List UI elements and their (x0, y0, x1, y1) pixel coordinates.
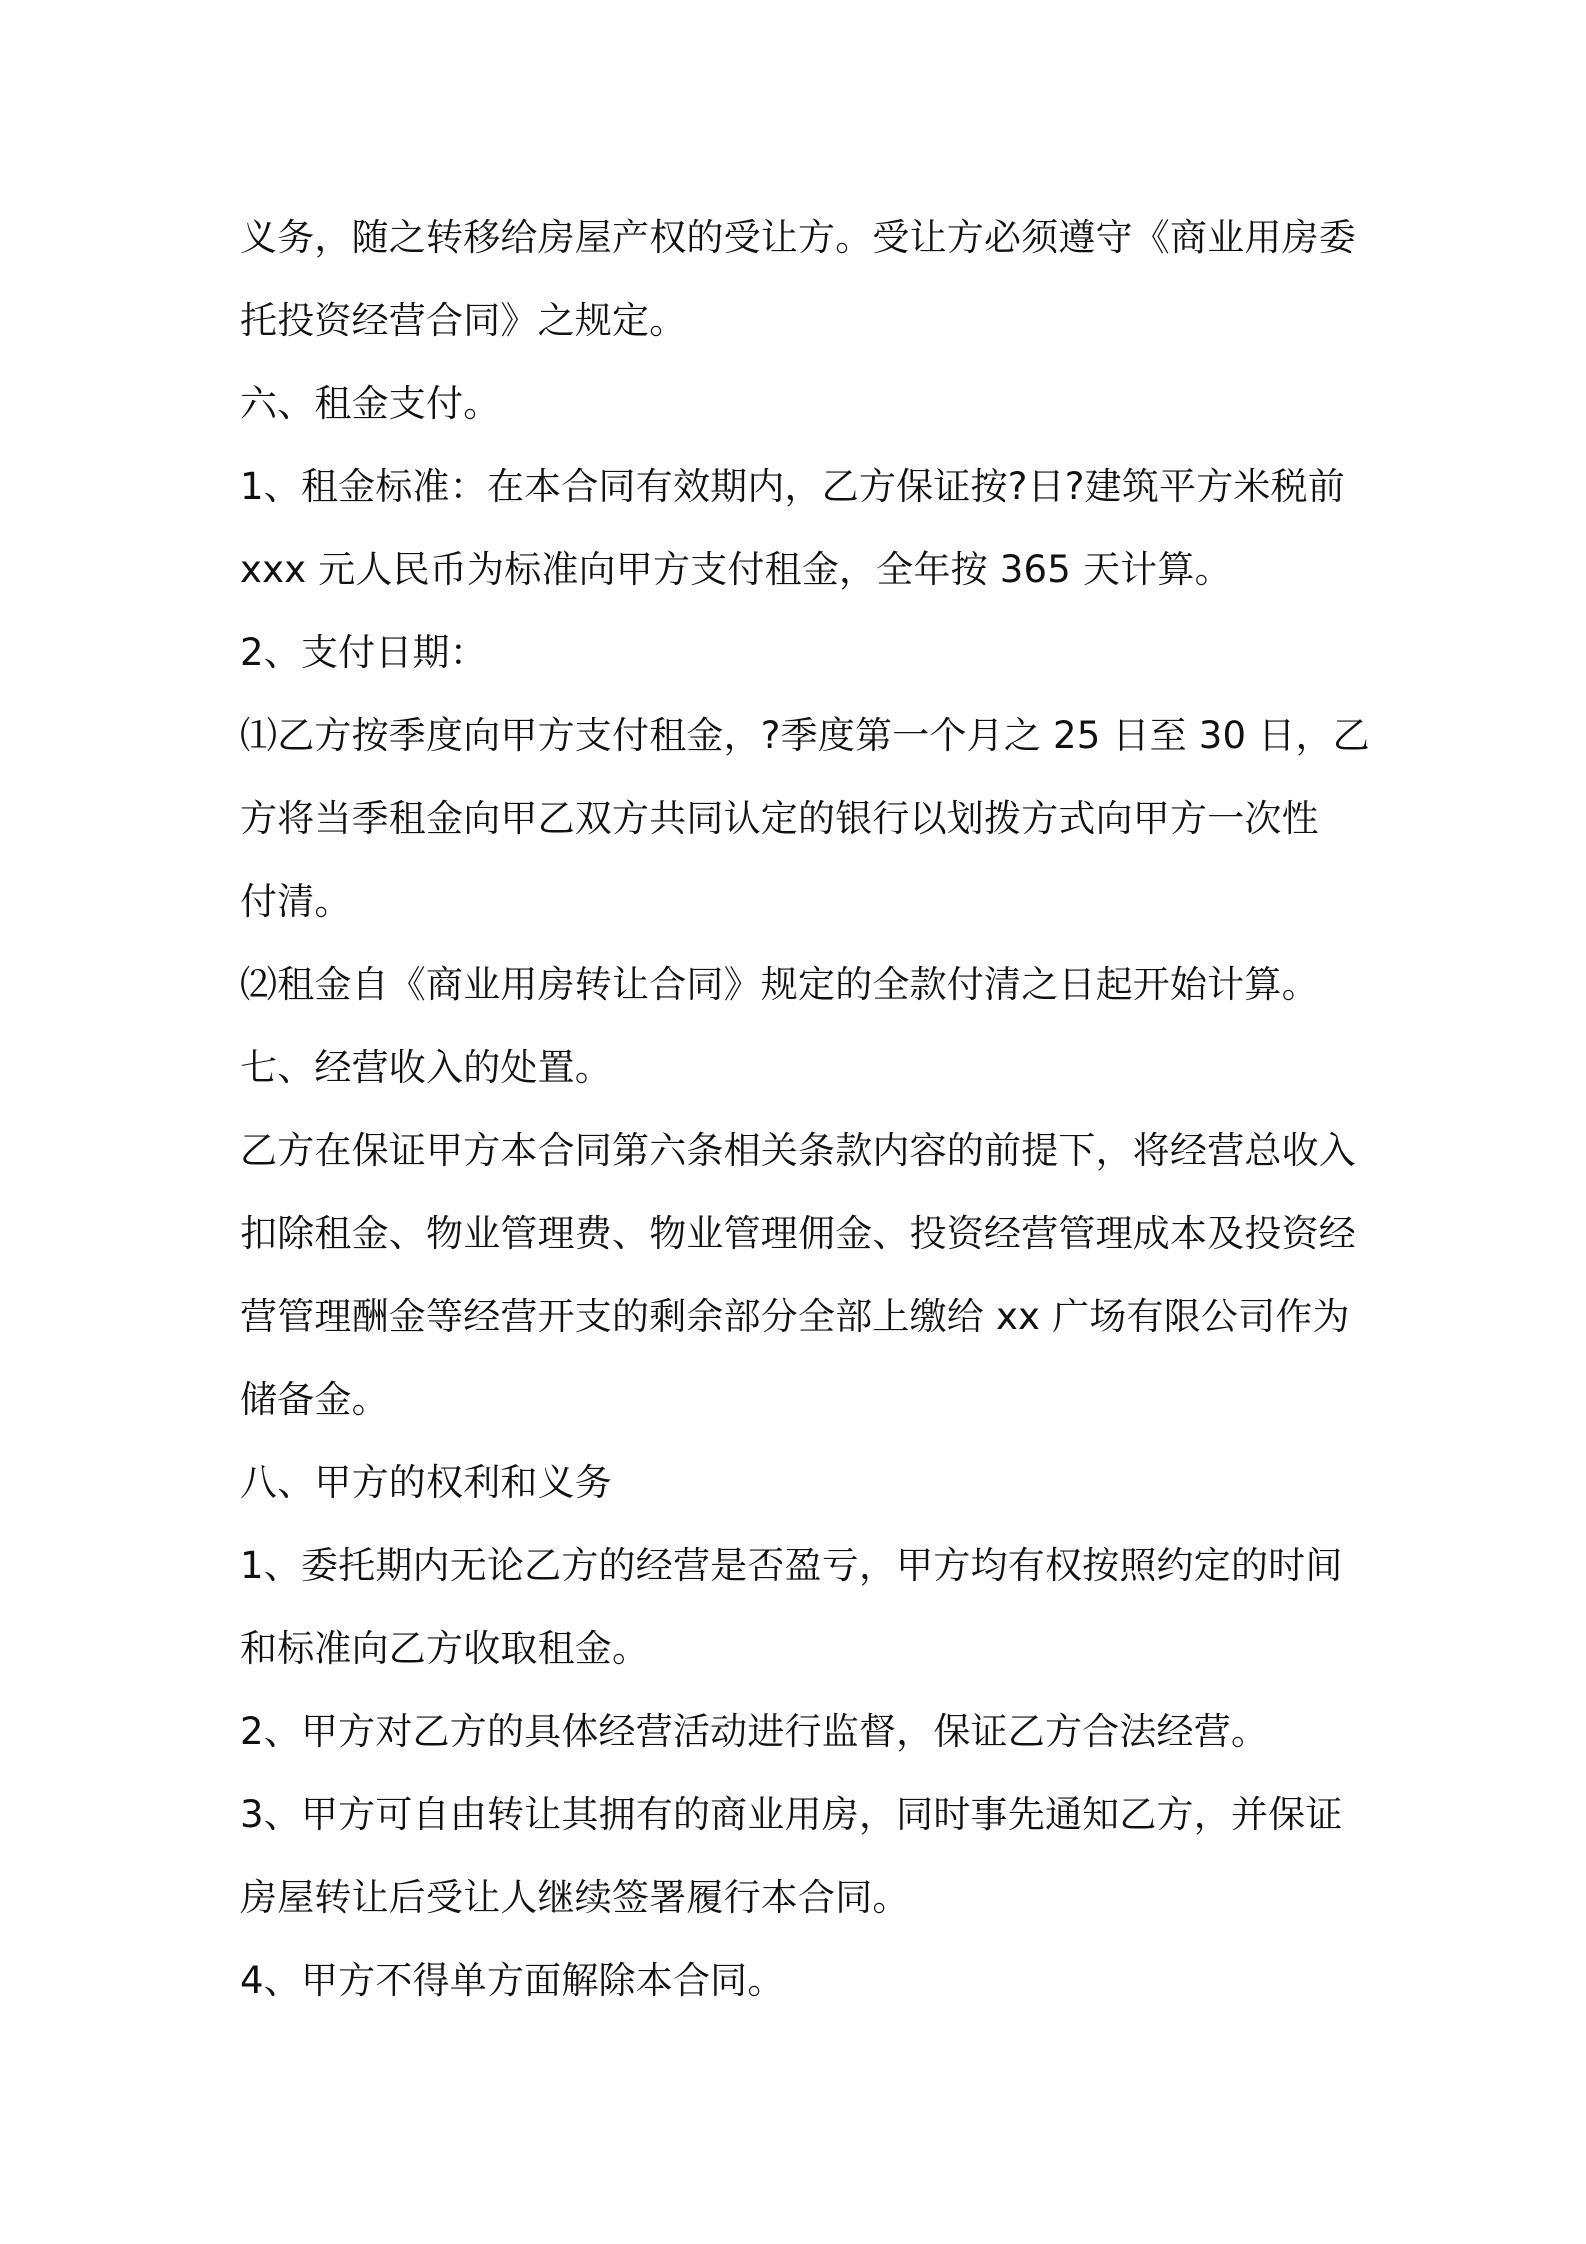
text-line: ⑵租金自《商业用房转让合同》规定的全款付清之日起开始计算。 (240, 963, 1319, 1006)
text-line: 1、委托期内无论乙方的经营是否盈亏，甲方均有权按照约定的时间 (240, 1544, 1343, 1587)
text-line: 义务，随之转移给房屋产权的受让方。受让方必须遵守《商业用房委 (240, 216, 1356, 259)
text-line: xxx 元人民币为标准向甲方支付租金，全年按 365 天计算。 (240, 548, 1232, 591)
text-line: 房屋转让后受让人继续签署履行本合同。 (240, 1876, 910, 1919)
text-line: 扣除租金、物业管理费、物业管理佣金、投资经营管理成本及投资经 (240, 1212, 1356, 1255)
text-line: 托投资经营合同》之规定。 (240, 299, 687, 342)
text-line: ⑴乙方按季度向甲方支付租金，?季度第一个月之 25 日至 30 日，乙 (240, 714, 1370, 757)
section-heading: 七、经营收入的处置。 (240, 1046, 612, 1089)
text-line: 2、甲方对乙方的具体经营活动进行监督，保证乙方合法经营。 (240, 1710, 1269, 1753)
text-line: 1、租金标准：在本合同有效期内，乙方保证按?日?建筑平方米税前 (240, 465, 1346, 508)
text-line: 营管理酬金等经营开支的剩余部分全部上缴给 xx 广场有限公司作为 (240, 1295, 1350, 1338)
text-line: 方将当季租金向甲乙双方共同认定的银行以划拨方式向甲方一次性 (240, 797, 1319, 840)
text-line: 和标准向乙方收取租金。 (240, 1627, 650, 1670)
text-line: 付清。 (240, 880, 352, 923)
text-line: 3、甲方可自由转让其拥有的商业用房，同时事先通知乙方，并保证 (240, 1793, 1343, 1836)
text-line: 4、甲方不得单方面解除本合同。 (240, 1959, 785, 2002)
text-line: 储备金。 (240, 1378, 389, 1421)
section-heading: 八、甲方的权利和义务 (240, 1461, 612, 1504)
text-line: 乙方在保证甲方本合同第六条相关条款内容的前提下，将经营总收入 (240, 1129, 1356, 1172)
text-line: 2、支付日期： (240, 631, 487, 674)
section-heading: 六、租金支付。 (240, 382, 501, 425)
document-body (240, 196, 1370, 2022)
